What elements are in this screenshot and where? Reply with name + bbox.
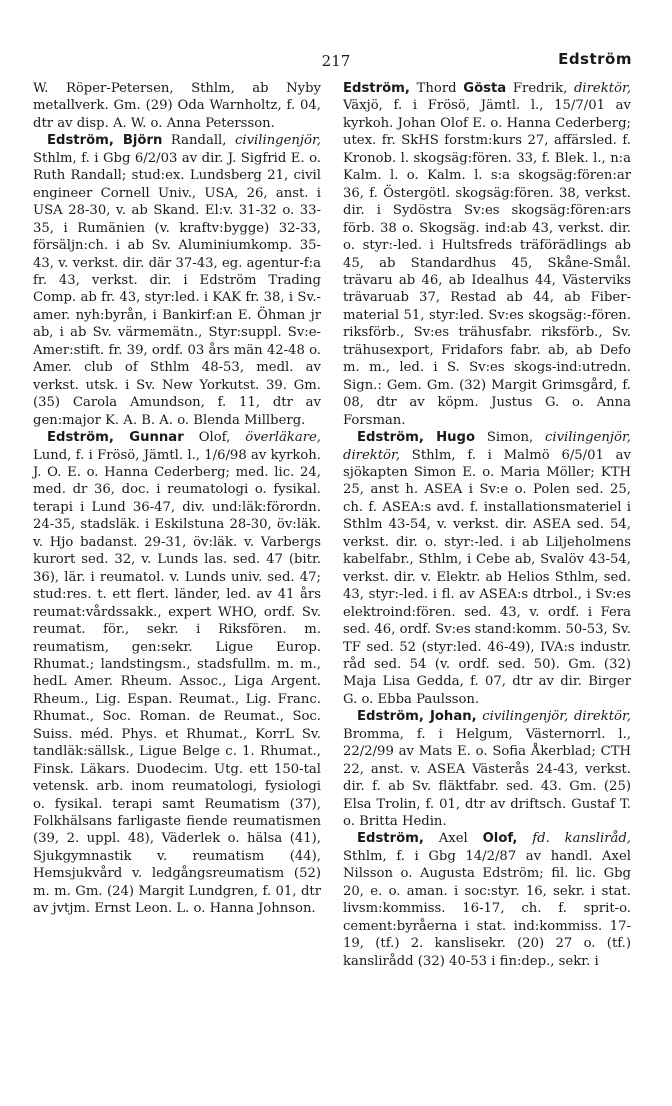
entry-text: Bromma, f. i Helgum, Västernorrl. l., 22/2/99 av Mats E. o. Sofia Åkerblad; CTH 22, anst. v. ASEA Västerås 24-43, verkst. dir. f. ab Sv. fläktfabr. sed. 43. Gm. (25) Elsa Trolin, f. 01, dtr av driftsch. Gustaf T. o. Britta Hedin. bbox=[343, 726, 631, 830]
entry-text: Lund, f. i Frösö, Jämtl. l., 1/6/98 av kyrkoh. J. O. E. o. Hanna Cederberg; med. lic. 24, med. dr 36, doc. i reumatologi o. fysikal. terapi i Lund 36-47, div. und:läk:förordn. 24-35, stadsläk. i Eskilstuna 28-30, öv:läk. v. Hjo badanst. 29-31, öv:läk. v. Varbergs kurort sed. 32, v. Lunds las. sed. 47 (bitr. 36), lär. i reumatol. v. Lunds univ. sed. 47; stud:res. t. ett flert. länder, led. av 41 års reumat:vårdssakk., expert WHO, ordf. Sv. reumat. för., sekr. i Riksfören. m. reumatism, gen:sekr. Ligue Europ. Rhumat.; landstingsm., stadsfullm. m. m., hedL Amer. Rheum. Assoc., Liga Argent. Rheum., Lig. Espan. Reumat., Lig. Franc. Rhumat., Soc. Roman. de Reumat., Soc. Suiss. méd. Phys. et Rhumat., KorrL Sv. tandläk:sällsk., Ligue Belge c. 1. Rhumat., Finsk. Läkars. Duodecim. Utg. ett 150-tal vetensk. arb. inom reumatologi, fysiologi o. fysikal. terapi samt Reumatism (37), Folkhälsans farligaste fiende reumatismen (39, 2. uppl. 48), Väderlek o. hälsa (41), Sjukgymnastik v. reumatism (44), Hemsjukvård v. ledgångsreumatism (52) m. m. Gm. (24) Margit Lundgren, f. 01, dtr av jvtjm. Ernst Leon. L. o. Hanna Johnson. bbox=[33, 447, 321, 917]
entry-text: Sthlm, f. i Gbg 6/2/03 av dir. J. Sigfrid E. o. Ruth Randall; stud:ex. Lundsberg 21, civil engineer Cornell Univ., USA, 26, anst. i USA 28-30, v. ab Skand. El:v. 31-32 o. 33-35, i Rumänien (v. kraftv:bygge) 32-33, försäljn:ch. i ab Sv. Aluminiumkomp. 35-43, v. verkst. dir. där 37-43, eg. agentur-f:a fr. 43, verkst. dir. i Edström Trading Comp. ab fr. 43, styr:led. i KAK fr. 38, i Sv.-amer. nyh:byrån, i Bankirf:an E. Öhman jr ab, i ab Sv. värmemätn., Styr:suppl. Sv:e-Amer:stift. fr. 39, ordf. 03 års män 42-48 o. Amer. club of Sthlm 48-53, medl. av verkst. utsk. i Sv. New Yorkutst. 39. Gm. (35) Carola Amundson, f. 11, dtr av gen:major K. A. B. A. o. Blenda Millberg. bbox=[33, 150, 321, 428]
entry-occupation: civilingenjör, bbox=[234, 133, 321, 149]
entry-headword: Edström, Johan, bbox=[357, 709, 477, 725]
entry-occupation: civilingenjör, direktör, bbox=[482, 709, 631, 725]
entry-text: Sthlm, f. i Gbg 14/2/87 av handl. Axel Nilsson o. Augusta Edström; fil. lic. Gbg 20, e. o. aman. i soc:styr. 16, sekr. i stat. livsm:kommiss. 16-17, ch. f. sprit-o. cement:byråerna i stat. ind:kommiss. 17-19, (tf.) 2. kanslisekr. (20) 27 o. (tf.) kanslirådd (32) 40-53 i fin:dep., sekr. i bbox=[343, 848, 631, 969]
entry-text: Växjö, f. i Frösö, Jämtl. l., 15/7/01 av kyrkoh. Johan Olof E. o. Hanna Cederberg; utex. fr. SkHS forstm:kurs 27, affärsled. f. Kronob. l. skogsäg:fören. 33, f. Blek. l., n:a Kalm. l. o. Kalm. l. s:a skogsäg:fören:ar 36, f. Östergötl. skogsäg:fören. 38, verkst. dir. i Sydöstra Sv:es skogsäg:fören:ars förb. 38 o. Skogsäg. ind:ab 43, verkst. dir. o. styr:-led. i Hultsfreds träförädlings ab 45, ab Standardhus 45, Skåne-Smål. trävaru ab 46, ab Idealhus 44, Västerviks trävaruab 37, Restad ab 44, ab Fiber-material 51, styr:led. Sv:es skogsäg:-fören. riksförb., Sv:es trähusfabr. riksförb., Sv. trähusexport, Fridafors fabr. ab, ab Defo m. m., led. i S. Sv:es skogs-ind:utredn. Sign.: Gem. Gm. (32) Margit Grimsgård, f. 08, dtr av köpm. Justus G. o. Anna Forsman. bbox=[343, 98, 631, 428]
entry-given-names: Olof, bbox=[183, 430, 246, 446]
entry-occupation: överläkare, bbox=[245, 430, 321, 446]
entry-olof-edstrom bbox=[343, 830, 631, 970]
entry-headword: Edström, bbox=[343, 81, 410, 96]
entry-headword: Edström, bbox=[357, 831, 424, 847]
entry-given-names: Axel bbox=[423, 831, 483, 847]
entry-call-name: Olof, bbox=[482, 831, 518, 847]
entry-given-names: Simon, bbox=[475, 430, 545, 446]
entry-text: Sthlm, f. i Malmö 6/5/01 av sjökapten Simon E. o. Maria Möller; KTH 25, anst h. ASEA i Sv:e o. Polen sed. 25, ch. f. ASEA:s avd. f. installationsmateriel i Sthlm 43-54, v. verkst. dir. ASEA sed. 54, verkst. dir. o. styr:-led. i ab Liljeholmens kabelfabr., Sthlm, i Cebe ab, Svalöv 43-54, verkst. dir. v. Elektr. ab Helios Sthlm, sed. 43, styr:-led. i fl. av ASEA:s dtrbol., i Sv:es elektroind:fören. sed. 43, v. ordf. i Fera sed. 46, ordf. Sv:es stand:komm. 50-53, Sv. TF sed. 52 (styr:led. 46-49), IVA:s industr. råd sed. 54 (v. ordf. sed. 50). Gm. (32) Maja Lisa Gedda, f. 07, dtr av dir. Birger G. o. Ebba Paulsson. bbox=[343, 447, 631, 707]
entry-headword: Edström, Björn bbox=[47, 133, 163, 149]
entry-call-name: Gösta bbox=[463, 81, 507, 96]
left-column bbox=[33, 80, 321, 918]
entry-gosta-edstrom bbox=[343, 80, 631, 429]
running-head: Edström bbox=[558, 50, 632, 68]
entry-given-names: Randall, bbox=[162, 133, 235, 149]
entry-occupation: fd. kansliråd, bbox=[532, 831, 631, 847]
entry-occupation: direktör, bbox=[573, 81, 631, 96]
entry-hugo-edstrom bbox=[343, 429, 631, 708]
entry-bjorn-edstrom bbox=[33, 132, 321, 429]
entry-continuation bbox=[33, 80, 321, 132]
entry-headword: Edström, Gunnar bbox=[47, 430, 184, 446]
entry-given-names-2: Fredrik, bbox=[506, 81, 574, 96]
entry-given-names-2 bbox=[517, 831, 532, 846]
page-number: 217 bbox=[321, 52, 351, 70]
entry-johan-edstrom bbox=[343, 708, 631, 830]
entry-occupation: civilingenjör, direktör, bbox=[343, 430, 631, 463]
entry-gunnar-edstrom bbox=[33, 429, 321, 918]
right-column bbox=[343, 80, 631, 970]
entry-headword: Edström, Hugo bbox=[357, 430, 476, 446]
entry-given-names: Thord bbox=[409, 81, 464, 96]
entry-text: W. Röper-Petersen, Sthlm, ab Nyby metallverk. Gm. (29) Oda Warnholtz, f. 04, dtr av disp. A. W. o. Anna Petersson. bbox=[33, 81, 321, 131]
